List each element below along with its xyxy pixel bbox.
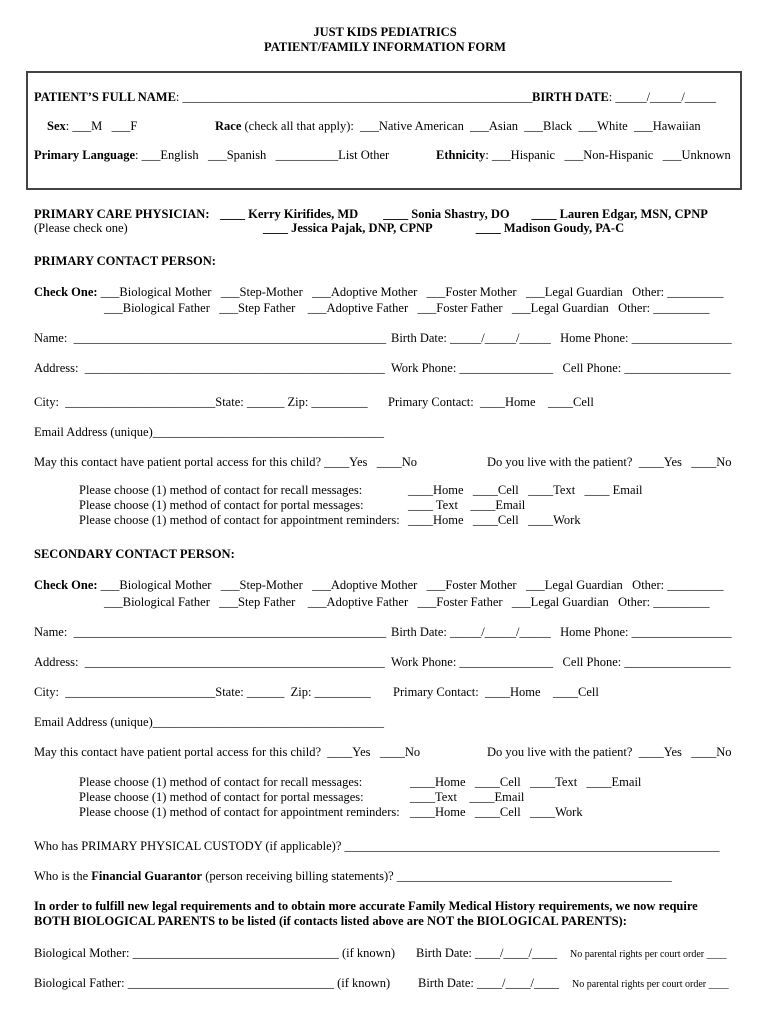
secondary-appt-options[interactable]: ____Home ____Cell ____Work [410,805,583,819]
form-title: JUST KIDS PEDIATRICS [313,25,457,39]
secondary-recall-options[interactable]: ____Home ____Cell ____Text ____Email [410,775,642,789]
primary-portal-options[interactable]: ____ Text ____Email [408,498,526,512]
primary-address-field[interactable]: Address: ________________________________________________ [34,361,385,375]
bio-mother-dob-field[interactable]: Birth Date: ____/____/____ [416,946,557,960]
primary-recall-options[interactable]: ____Home ____Cell ____Text ____ Email [408,483,643,497]
secondary-portal-label: Please choose (1) method of contact for portal messages: [79,790,364,804]
physician-options-row2[interactable]: ____ Jessica Pajak, DNP, CPNP ____ Madison Goudy, PA-C [263,221,625,235]
secondary-birth-phone-field[interactable]: Birth Date: _____/_____/_____ Home Phone: ________________ [391,625,732,639]
secondary-contact-heading: SECONDARY CONTACT PERSON: [34,547,235,561]
form-subtitle: PATIENT/FAMILY INFORMATION FORM [264,40,506,54]
secondary-recall-label: Please choose (1) method of contact for recall messages: [79,775,363,789]
primary-recall-label: Please choose (1) method of contact for recall messages: [79,483,363,497]
custody-field[interactable]: Who has PRIMARY PHYSICAL CUSTODY (if applicable)? ____________________________________________________________ [34,839,720,853]
secondary-contact-method-field[interactable]: Primary Contact: ____Home ____Cell [393,685,599,699]
primary-check-one-row2[interactable]: ___Biological Father ___Step Father ___Adoptive Father ___Foster Father ___Legal Guardian Other: _________ [104,301,710,315]
physician-options-row1[interactable]: ____ Kerry Kirifides, MD ____ Sonia Shastry, DO ____ Lauren Edgar, MSN, CPNP [220,207,708,221]
patient-ethnicity-field[interactable]: Ethnicity: ___Hispanic ___Non-Hispanic ___Unknown [436,148,731,162]
patient-sex-field[interactable]: Sex: ___M ___F [47,119,138,133]
primary-portal-question[interactable]: May this contact have patient portal access for this child? ____Yes ____No [34,455,418,469]
secondary-work-cell-field[interactable]: Work Phone: _______________ Cell Phone: _________________ [391,655,731,669]
primary-city-field[interactable]: City: ________________________State: ______ Zip: _________ [34,395,368,409]
physician-label: PRIMARY CARE PHYSICIAN: [34,207,210,221]
bio-mother-field[interactable]: Biological Mother: _________________________________ (if known) [34,946,396,960]
bio-father-rights-note[interactable]: No parental rights per court order ____ [572,979,729,990]
primary-live-question[interactable]: Do you live with the patient? ____Yes ____No [487,455,732,469]
primary-appt-label: Please choose (1) method of contact for appointment reminders: [79,513,400,527]
patient-race-field[interactable]: Race (check all that apply): ___Native American ___Asian ___Black ___White ___Hawaiian [215,119,701,133]
secondary-portal-question[interactable]: May this contact have patient portal access for this child? ____Yes ____No [34,745,421,759]
primary-contact-method-field[interactable]: Primary Contact: ____Home ____Cell [388,395,594,409]
physician-note: (Please check one) [34,221,128,235]
secondary-check-one-row2[interactable]: ___Biological Father ___Step Father ___Adoptive Father ___Foster Father ___Legal Guardian Other: _________ [104,595,710,609]
primary-check-one-row1[interactable]: Check One: ___Biological Mother ___Step-Mother ___Adoptive Mother ___Foster Mother ___Legal Guardian Other: _________ [34,285,724,299]
primary-work-cell-field[interactable]: Work Phone: _______________ Cell Phone: _________________ [391,361,731,375]
secondary-email-field[interactable]: Email Address (unique)_____________________________________ [34,715,384,729]
primary-contact-heading: PRIMARY CONTACT PERSON: [34,254,216,268]
primary-birth-phone-field[interactable]: Birth Date: _____/_____/_____ Home Phone: ________________ [391,331,732,345]
secondary-name-field[interactable]: Name: __________________________________________________ [34,625,387,639]
primary-portal-label: Please choose (1) method of contact for portal messages: [79,498,364,512]
primary-email-field[interactable]: Email Address (unique)_____________________________________ [34,425,384,439]
patient-name-field[interactable]: PATIENT’S FULL NAME: ________________________________________________________ [34,90,533,104]
bio-father-field[interactable]: Biological Father: _________________________________ (if known) [34,976,391,990]
secondary-city-field[interactable]: City: ________________________State: ______ Zip: _________ [34,685,371,699]
secondary-address-field[interactable]: Address: ________________________________________________ [34,655,385,669]
secondary-portal-options[interactable]: ____Text ____Email [410,790,525,804]
bio-mother-rights-note[interactable]: No parental rights per court order ____ [570,949,727,960]
legal-notice-line2: BOTH BIOLOGICAL PARENTS to be listed (if contacts listed above are NOT the BIOLOGICAL PARENTS): [34,914,627,928]
secondary-check-one-row1[interactable]: Check One: ___Biological Mother ___Step-Mother ___Adoptive Mother ___Foster Mother ___Legal Guardian Other: _________ [34,578,724,592]
guarantor-field[interactable]: Who is the Financial Guarantor (person receiving billing statements)? ____________________________________________ [34,869,672,883]
secondary-live-question[interactable]: Do you live with the patient? ____Yes ____No [487,745,732,759]
primary-appt-options[interactable]: ____Home ____Cell ____Work [408,513,581,527]
patient-language-field[interactable]: Primary Language: ___English ___Spanish __________List Other [34,148,390,162]
bio-father-dob-field[interactable]: Birth Date: ____/____/____ [418,976,559,990]
secondary-appt-label: Please choose (1) method of contact for appointment reminders: [79,805,400,819]
patient-birth-date-field[interactable]: BIRTH DATE: _____/_____/_____ [532,90,717,104]
legal-notice-line1: In order to fulfill new legal requirements and to obtain more accurate Family Medical History requirements, we now require [34,899,698,913]
primary-name-field[interactable]: Name: __________________________________________________ [34,331,387,345]
